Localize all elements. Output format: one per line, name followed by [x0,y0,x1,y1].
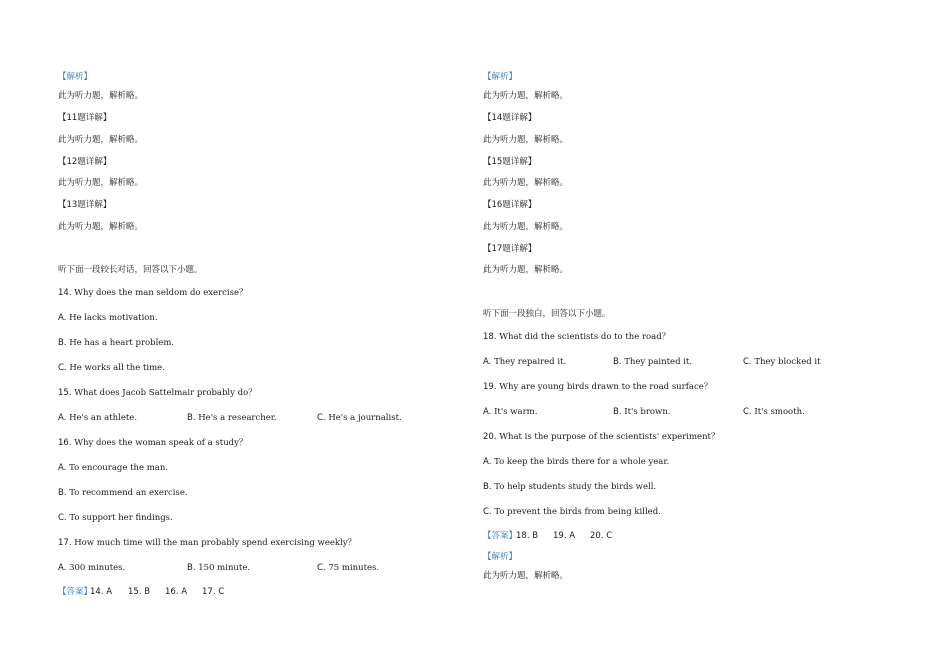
option-15-b: B. He's a researcher. [187,413,277,423]
analysis-note: 此为听力题，解析略。 [58,91,144,101]
option-18-b: B. They painted it. [613,357,693,367]
detail-heading-13: 【13题详解】 [58,200,112,210]
option-18-a: A. They repaired it. [483,357,567,367]
option-16-c: C. To support her findings. [58,513,173,523]
detail-heading-15: 【15题详解】 [483,157,537,167]
option-19-a: A. It's warm. [483,407,538,417]
analysis-note: 此为听力题，解析略。 [58,178,144,188]
analysis-note: 此为听力题，解析略。 [483,222,569,232]
answer-tag: 【答案】 [483,531,518,541]
option-17-b: B. 150 minute. [187,563,251,573]
section-instruction: 听下面一段独白，回答以下小题。 [483,309,611,319]
question-15: 15. What does Jacob Sattelmair probably do？ [58,388,257,398]
analysis-note: 此为听力题，解析略。 [483,178,569,188]
analysis-tag: 【解析】 [483,552,518,562]
analysis-note: 此为听力题，解析略。 [483,265,569,275]
answer-18: 18. B [516,531,539,541]
option-17-a: A. 300 minutes. [58,563,126,573]
option-16-a: A. To encourage the man. [58,463,168,473]
option-20-b: B. To help students study the birds well. [483,482,657,492]
answer-19: 19. A [553,531,576,541]
detail-heading-14: 【14题详解】 [483,113,537,123]
option-19-c: C. It's smooth. [743,407,805,417]
question-14: 14. Why does the man seldom do exercise？ [58,288,248,298]
question-18: 18. What did the scientists do to the road？ [483,332,671,342]
option-17-c: C. 75 minutes. [317,563,380,573]
analysis-note: 此为听力题，解析略。 [58,222,144,232]
detail-heading-17: 【17题详解】 [483,244,537,254]
option-16-b: B. To recommend an exercise. [58,488,188,498]
analysis-tag: 【解析】 [483,72,518,82]
option-15-a: A. He's an athlete. [58,413,138,423]
option-15-c: C. He's a journalist. [317,413,402,423]
option-14-a: A. He lacks motivation. [58,313,158,323]
section-instruction: 听下面一段较长对话，回答以下小题。 [58,265,203,275]
option-19-b: B. It's brown. [613,407,671,417]
analysis-note: 此为听力题，解析略。 [483,135,569,145]
option-14-c: C. He works all the time. [58,363,165,373]
question-17: 17. How much time will the man probably spend exercising weekly？ [58,538,357,548]
analysis-note: 此为听力题，解析略。 [483,571,569,581]
answer-tag: 【答案】 [58,587,93,597]
detail-heading-16: 【16题详解】 [483,200,537,210]
detail-heading-11: 【11题详解】 [58,113,112,123]
analysis-note: 此为听力题，解析略。 [483,91,569,101]
option-18-c: C. They blocked it [743,357,821,367]
analysis-tag: 【解析】 [58,72,93,82]
detail-heading-12: 【12题详解】 [58,157,112,167]
answer-14: 14. A [90,587,113,597]
analysis-note: 此为听力题，解析略。 [58,135,144,145]
option-20-c: C. To prevent the birds from being killed. [483,507,661,517]
answer-16: 16. A [165,587,188,597]
answer-15: 15. B [128,587,151,597]
option-14-b: B. He has a heart problem. [58,338,175,348]
option-20-a: A. To keep the birds there for a whole year. [483,457,670,467]
question-20: 20. What is the purpose of the scientists' experiment？ [483,432,720,442]
answer-20: 20. C [590,531,613,541]
answer-17: 17. C [202,587,225,597]
question-16: 16. Why does the woman speak of a study？ [58,438,248,448]
question-19: 19. Why are young birds drawn to the road surface？ [483,382,713,392]
